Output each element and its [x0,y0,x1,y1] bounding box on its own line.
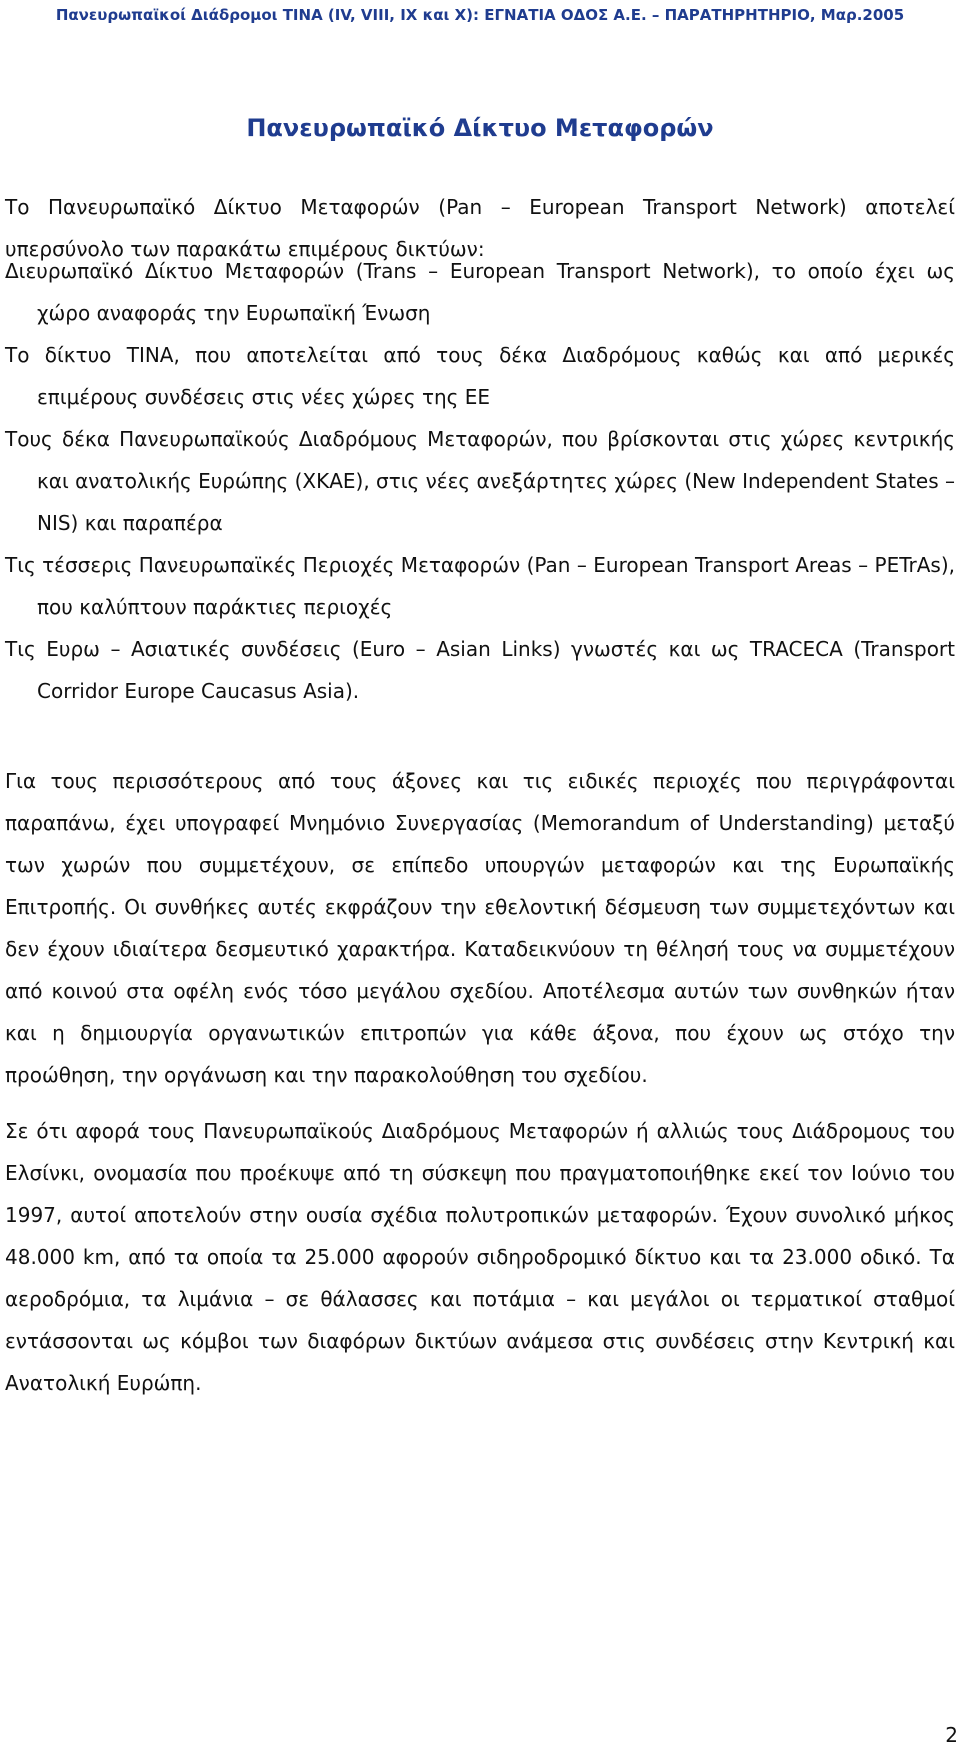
page-title: Πανευρωπαϊκό Δίκτυο Μεταφορών [246,114,714,143]
page-number: 2 [945,1723,958,1747]
intro-paragraph: Το Πανευρωπαϊκό Δίκτυο Μεταφορών (Pan – European Transport Network) αποτελεί υπερσύνολο των παρακάτω επιμέρους δικτύων: [5,195,955,261]
list-item: Το δίκτυο TINA, που αποτελείται από τους δέκα Διαδρόμους καθώς και από μερικές επιμέρους συνδέσεις στις νέες χώρες της ΕΕ [5,343,955,409]
list-item: Τους δέκα Πανευρωπαϊκούς Διαδρόμους Μεταφορών, που βρίσκονται στις χώρες κεντρικής και ανατολικής Ευρώπης (ΧΚΑΕ), στις νέες ανεξάρτητες χώρες (New Independent States – NIS) και παραπέρα [5,427,955,535]
list-item: Διευρωπαϊκό Δίκτυο Μεταφορών (Trans – European Transport Network), το οποίο έχει ως χώρο αναφοράς την Ευρωπαϊκή Ένωση [5,259,955,325]
header-rule [0,30,960,31]
paragraph-2: Για τους περισσότερους από τους άξονες και τις ειδικές περιοχές που περιγράφονται παραπάνω, έχει υπογραφεί Μνημόνιο Συνεργασίας (Memorandum of Understanding) μεταξύ των χωρών που συμμετέχουν, σε επίπεδο υπουργών μεταφορών και της Ευρωπαϊκής Επιτροπής. Οι συνθήκες αυτές εκφράζουν την εθελοντική δέσμευση των συμμετεχόντων και δεν έχουν ιδιαίτερα δεσμευτικό χαρακτήρα. Καταδεικνύουν τη θέλησή τους να συμμετέχουν από κοινού στα οφέλη ενός τόσο μεγάλου σχεδίου. Αποτέλεσμα αυτών των συνθηκών ήταν και η δημιουργία οργανωτικών επιτροπών για κάθε άξονα, που έχουν ως στόχο την προώθηση, την οργάνωση και την παρακολούθηση του σχεδίου. [5,769,955,1087]
paragraph-3: Σε ότι αφορά τους Πανευρωπαϊκούς Διαδρόμους Μεταφορών ή αλλιώς τους Διάδρομους του Ελσίνκι, ονομασία που προέκυψε από τη σύσκεψη που πραγματοποιήθηκε εκεί τον Ιούνιο του 1997, αυτοί αποτελούν στην ουσία σχέδια πολυτροπικών μεταφορών. Έχουν συνολικό μήκος 48.000 km, από τα οποία τα 25.000 αφορούν σιδηροδρομικό δίκτυο και τα 23.000 οδικό. Τα αεροδρόμια, τα λιμάνια – σε θάλασσες και ποτάμια – και μεγάλοι οι τερματικοί σταθμοί εντάσσονται ως κόμβοι των διαφόρων δικτύων ανάμεσα στις συνδέσεις στην Κεντρική και Ανατολική Ευρώπη. [5,1119,955,1395]
running-header: Πανευρωπαϊκοί Διάδρομοι TINA (IV, VIII, IX και X): ΕΓΝΑΤΙΑ ΟΔΟΣ Α.Ε. – ΠΑΡΑΤΗΡΗΤΗΡΙΟ, Μαρ.2005 [55,6,905,24]
list-item: Τις Ευρω – Ασιατικές συνδέσεις (Euro – Asian Links) γνωστές και ως TRACECA (Transport Corridor Europe Caucasus Asia). [5,637,955,703]
network-list [5,250,955,712]
list-item: Τις τέσσερις Πανευρωπαϊκές Περιοχές Μεταφορών (Pan – European Transport Areas – PETrAs), που καλύπτουν παράκτιες περιοχές [5,553,955,619]
